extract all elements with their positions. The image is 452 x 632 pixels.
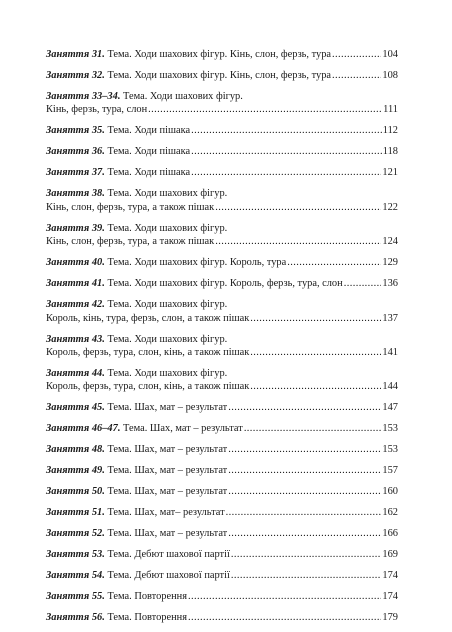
dot-leader [191,166,381,179]
toc-entry[interactable] [46,222,398,249]
page-number: 124 [382,236,398,248]
lesson-number: Заняття 40. [46,257,105,269]
toc-entry-line [46,145,398,158]
lesson-number: Заняття 55. [46,591,105,603]
lesson-number: Заняття 54. [46,570,105,582]
lesson-number: Заняття 50. [46,486,105,498]
lesson-number: Заняття 53. [46,549,105,561]
dot-leader [250,346,381,359]
lesson-topic: Тема. Ходи пішака [107,146,191,158]
toc-entry-line [46,298,398,311]
lesson-topic: Тема. Ходи пішака [107,125,191,137]
toc-entry[interactable] [46,611,398,624]
lesson-number: Заняття 37. [46,167,105,179]
page-number: 129 [382,257,398,269]
lesson-topic: Тема. Шах, мат – результат [107,444,228,456]
toc-entry-line [46,166,398,179]
page-number: 160 [382,486,398,498]
lesson-topic: Кінь, слон, ферзь, тура, а також пішак [46,236,215,248]
dot-leader [228,485,381,498]
page-number: 122 [382,201,398,213]
dot-leader [191,124,382,137]
page-number: 153 [382,444,398,456]
toc-entry[interactable] [46,401,398,414]
lesson-topic: Кінь, слон, ферзь, тура, а також пішак [46,201,215,213]
lesson-number: Заняття 44. [46,368,105,380]
toc-entry-line [46,422,398,435]
lesson-number: Заняття 36. [46,146,105,158]
lesson-topic: Тема. Шах, мат – результат [107,465,228,477]
lesson-number: Заняття 49. [46,465,105,477]
lesson-number: Заняття 39. [46,222,105,234]
toc-entry-line [46,367,398,380]
page-number: 169 [382,549,398,561]
page-number: 111 [383,104,398,116]
page-number: 118 [382,146,398,158]
lesson-topic: Тема. Ходи шахових фігур. [107,188,228,200]
toc-entry[interactable] [46,90,398,117]
lesson-topic: Тема. Ходи шахових фігур. [107,333,228,345]
dot-leader [226,506,382,519]
toc-entry[interactable] [46,48,398,61]
toc-entry-line [46,277,398,290]
lesson-number: Заняття 52. [46,528,105,540]
lesson-topic: Тема. Шах, мат – результат [107,528,228,540]
page-number: 137 [382,312,398,324]
toc-entry-line [46,401,398,414]
toc-entry-line [46,506,398,519]
lesson-number: Заняття 42. [46,299,105,311]
page-number: 136 [382,278,398,290]
dot-leader [215,201,381,214]
lesson-topic: Кінь, ферзь, тура, слон [46,104,148,116]
lesson-number: Заняття 41. [46,278,105,290]
lesson-number: Заняття 46–47. [46,423,121,435]
page-number: 179 [382,612,398,624]
toc-entry-line [46,380,398,393]
lesson-topic: Тема. Шах, мат – результат [107,486,228,498]
toc-entry[interactable] [46,145,398,158]
toc-entry-line [46,222,398,235]
dot-leader [228,443,381,456]
toc-entry[interactable] [46,506,398,519]
lesson-topic: Тема. Ходи шахових фігур. [107,299,228,311]
toc-entry-line [46,90,398,103]
toc-entry-line [46,464,398,477]
dot-leader [228,527,381,540]
page-number: 112 [382,125,398,137]
toc-entry[interactable] [46,569,398,582]
dot-leader [228,401,381,414]
lesson-number: Заняття 48. [46,444,105,456]
toc-entry-line [46,312,398,325]
lesson-topic: Тема. Ходи шахових фігур. Король, тура [107,257,287,269]
toc-entry[interactable] [46,187,398,214]
toc-entry-line [46,333,398,346]
dot-leader [287,256,381,269]
toc-entry[interactable] [46,333,398,360]
toc-entry-line [46,443,398,456]
page-number: 157 [382,465,398,477]
dot-leader [250,380,381,393]
lesson-number: Заняття 38. [46,188,105,200]
lesson-topic: Тема. Дебют шахової партії [107,570,230,582]
page-number: 104 [382,49,398,60]
page-number: 174 [382,591,398,603]
dot-leader [250,312,381,325]
page-number: 144 [382,381,398,393]
toc-entry-line [46,548,398,561]
dot-leader [188,611,381,624]
page-number: 166 [382,528,398,540]
toc-entry[interactable] [46,298,398,325]
lesson-topic: Тема. Ходи пішака [107,167,191,179]
lesson-topic: Король, ферзь, тура, слон, кінь, а також пішак [46,347,250,359]
dot-leader [188,590,381,603]
lesson-topic: Тема. Дебют шахової партії [107,549,230,561]
toc-entry[interactable] [46,548,398,561]
dot-leader [244,422,382,435]
dot-leader [215,235,381,248]
dot-leader [332,48,381,61]
lesson-topic: Король, ферзь, тура, слон, кінь, а також пішак [46,381,250,393]
lesson-number: Заняття 32. [46,70,105,81]
toc-entry-line [46,48,398,61]
page-number: 162 [382,507,398,519]
toc-entry-line [46,485,398,498]
lesson-topic: Тема. Шах, мат– результат [107,507,225,519]
page-number: 147 [382,402,398,414]
toc-entry-line [46,187,398,200]
toc-entry[interactable] [46,422,398,435]
toc-entry-line [46,346,398,359]
dot-leader [344,277,382,290]
lesson-number: Заняття 31. [46,49,105,60]
dot-leader [148,103,382,116]
page-number: 141 [382,347,398,359]
lesson-topic: Тема. Ходи шахових фігур. [107,222,228,234]
toc-entry[interactable] [46,443,398,456]
lesson-topic: Король, кінь, тура, ферзь, слон, а також пішак [46,312,250,324]
toc-entry[interactable] [46,527,398,540]
dot-leader [231,548,382,561]
toc-entry[interactable] [46,124,398,137]
toc-entry[interactable] [46,367,398,394]
toc-entry-line [46,256,398,269]
dot-leader [191,145,382,158]
page-number: 153 [382,423,398,435]
lesson-number: Заняття 43. [46,333,105,345]
page-number: 174 [382,570,398,582]
toc-entry-line [46,103,398,116]
lesson-topic: Тема. Ходи шахових фігур. [123,91,243,102]
lesson-number: Заняття 45. [46,402,105,414]
toc-entry-line [46,201,398,214]
toc-entry[interactable] [46,277,398,290]
toc-entry[interactable] [46,485,398,498]
page-number: 121 [382,167,398,179]
dot-leader [332,69,381,82]
lesson-topic: Тема. Ходи шахових фігур. [107,368,228,380]
toc-entry-line [46,590,398,603]
toc-entry-line [46,69,398,82]
lesson-topic: Тема. Ходи шахових фігур. Кінь, слон, ферзь, тура [107,70,332,81]
lesson-topic: Тема. Повторення [107,591,187,603]
lesson-topic: Тема. Ходи шахових фігур. Король, ферзь, тура, слон [107,278,343,290]
page-number: 108 [382,70,398,81]
lesson-number: Заняття 35. [46,125,105,137]
lesson-topic: Тема. Повторення [107,612,187,624]
table-of-contents [46,48,398,632]
toc-entry-line [46,527,398,540]
toc-entry-line [46,235,398,248]
lesson-number: Заняття 33–34. [46,91,121,102]
toc-entry[interactable] [46,590,398,603]
dot-leader [231,569,382,582]
toc-entry[interactable] [46,166,398,179]
toc-entry-line [46,124,398,137]
dot-leader [228,464,381,477]
lesson-number: Заняття 56. [46,612,105,624]
lesson-topic: Тема. Шах, мат – результат [107,402,228,414]
toc-entry[interactable] [46,464,398,477]
toc-entry-line [46,611,398,624]
lesson-number: Заняття 51. [46,507,105,519]
toc-entry[interactable] [46,256,398,269]
lesson-topic: Тема. Шах, мат – результат [123,423,243,435]
toc-entry[interactable] [46,69,398,82]
toc-entry-line [46,569,398,582]
lesson-topic: Тема. Ходи шахових фігур. Кінь, слон, ферзь, тура [107,49,332,60]
